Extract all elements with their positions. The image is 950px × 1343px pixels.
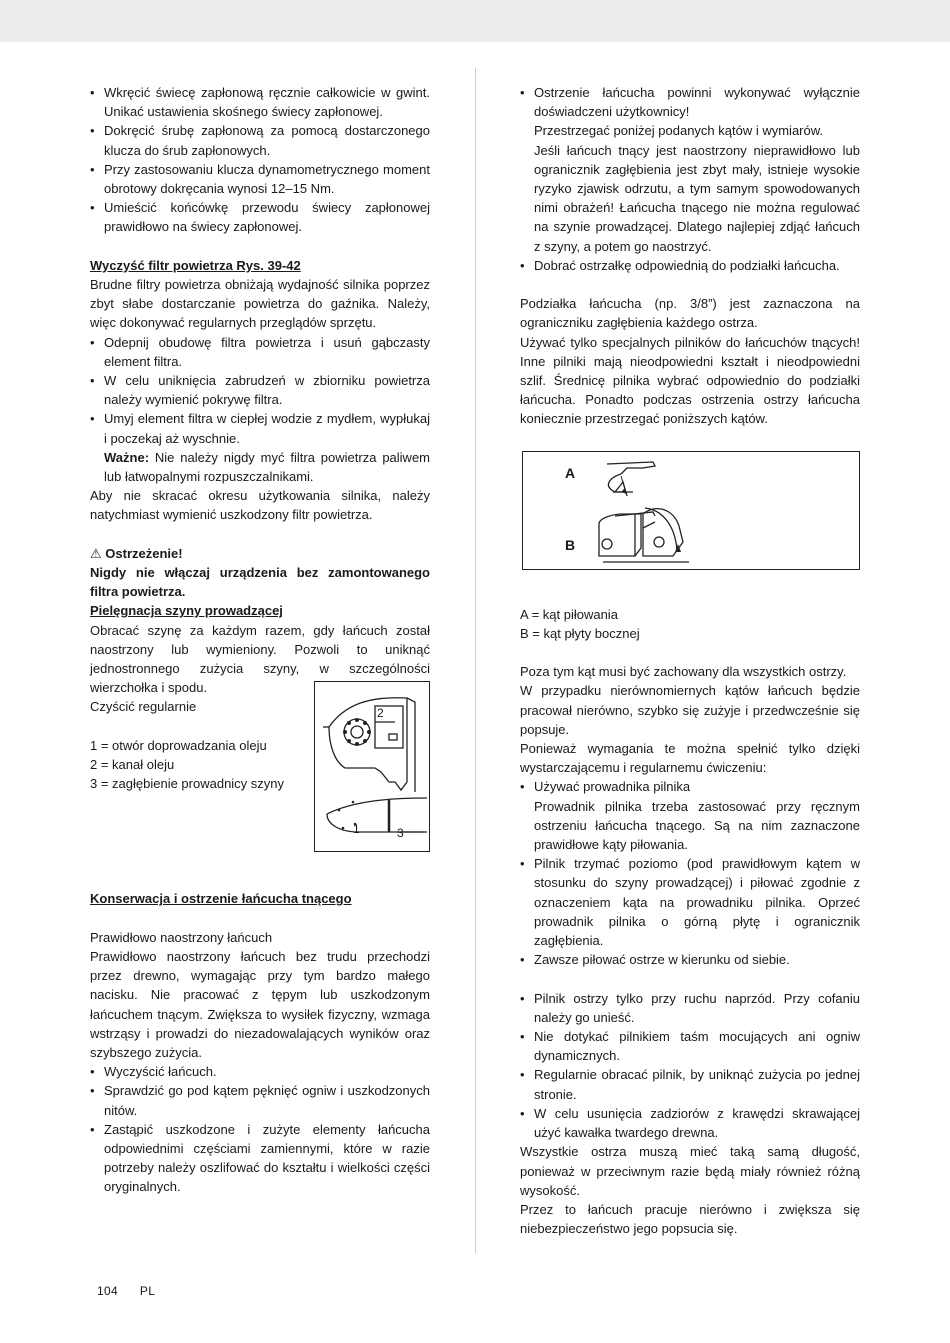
figure-label-a: A: [565, 465, 576, 481]
warning-title: [90, 544, 430, 563]
legend-item: 2 = kanał oleju: [90, 757, 175, 773]
paragraph: Prawidłowo naostrzony łańcuch: [90, 929, 273, 945]
list-item: • Wkręcić świecę zapłonową ręcznie całkowicie w gwint. Unikać ustawienia skośnego świecy zapłonowej.: [90, 83, 430, 121]
list-item: • Sprawdzić go pod kątem pęknięć ogniw i uszkodzonych nitów.: [90, 1081, 430, 1119]
paragraph: Wszystkie ostrza muszą mieć taką samą długość, ponieważ w przeciwnym razie będą miały również różną wysokość.: [520, 1144, 860, 1198]
paragraph: Prawidłowo naostrzony łańcuch bez trudu przechodzi przez drewno, wymagając przy tym bardzo małego nacisku. Nie pracować z tępym lub uszkodzonym łańcuchem tnącym. Zwiększa to wysiłek fizyczny, wzmaga wstrząsy i prowadzi do niezadowalających wyników oraz szybszego zużycia.: [90, 949, 430, 1061]
definition-a: A = kąt piłowania: [520, 606, 618, 622]
guide-bar-figure: [314, 681, 430, 852]
section-heading-guide-bar: Pielęgnacja szyny prowadzącej: [90, 603, 283, 619]
list-item: • Dokręcić śrubę zapłonową za pomocą dostarczonego klucza do śrub zapłonowych.: [90, 121, 430, 159]
list-item: • Regularnie obracać pilnik, by uniknąć zużycia po jednej stronie.: [520, 1065, 860, 1103]
list-item: • Odepnij obudowę filtra powietrza i usuń gąbczasty element filtra.: [90, 333, 430, 371]
legend-item: 3 = zagłębienie prowadnicy szyny: [90, 776, 285, 792]
list-item: • Używać prowadnika pilnika: [520, 777, 860, 796]
important-note: [90, 448, 430, 486]
paragraph: Brudne filtry powietrza obniżają wydajność silnika poprzez zbyt słabe dostarczanie powietrza do gaźnika. Należy, więc dokonywać regularnych przeglądów sprzętu.: [90, 277, 430, 331]
section-heading-air-filter: Wyczyść filtr powietrza Rys. 39-42: [90, 257, 301, 273]
column-divider: [475, 68, 476, 1253]
right-column: [520, 83, 860, 1238]
list-item: • Zawsze piłować ostrze w kierunku od siebie.: [520, 950, 860, 969]
list-item-continuation: Jeśli łańcuch tnący jest naostrzony nieprawidłowo lub ogranicznik zagłębienia jest zbyt mały, istnieje wysokie ryzyko zjawisk odrzutu, a tym samym spowodowanych nimi obrażeń! Łańcucha tnącego nie można regulować na szynie prowadzącej. Dlatego najlepiej zdjąć łańcuch z szyny, a potem go naostrzyć.: [534, 142, 860, 254]
left-column: [90, 83, 430, 1197]
list-item: • Umyj element filtra w ciepłej wodzie z mydłem, wypłukaj i poczekaj aż wyschnie.: [90, 409, 430, 447]
figure-label-2: 2: [377, 706, 384, 720]
list-item: • Dobrać ostrzałkę odpowiednią do podziałki łańcucha.: [520, 256, 860, 275]
figure-label-1: 1: [353, 822, 360, 836]
paragraph: Obracać szynę za każdym razem, gdy łańcuch został naostrzony lub wymieniony. Pozwoli to uniknąć jednostronnego zużycia szyny, w szczególności wierzchołka i spodu.: [90, 622, 430, 696]
list-item-continuation: Prowadnik pilnika trzeba zastosować przy ręcznym ostrzeniu łańcucha tnącego. Są na nim zaznaczone prawidłowe kąty piłowania.: [534, 798, 860, 853]
top-bar: [0, 0, 950, 42]
list-item: • W celu uniknięcia zabrudzeń w zbiorniku powietrza należy wymienić pokrywę filtra.: [90, 371, 430, 409]
legend-item: 1 = otwór doprowadzania oleju: [90, 737, 267, 753]
figure-label-b: B: [565, 537, 576, 553]
definition-b: B = kąt płyty bocznej: [520, 625, 640, 641]
warning-icon: ⚠: [90, 545, 102, 561]
list-item: • W celu usunięcia zadziorów z krawędzi skrawającej użyć kawałka twardego drewna.: [520, 1104, 860, 1142]
paragraph: Podziałka łańcucha (np. 3/8”) jest zaznaczona na ograniczniku zagłębienia każdego ostrza.: [520, 296, 860, 331]
paragraph: Przez to łańcuch pracuje nierówno i zwiększa się niebezpieczeństwo jego popsucia się.: [520, 1201, 860, 1237]
section-heading-chain: Konserwacja i ostrzenie łańcucha tnącego: [90, 891, 352, 907]
page-number: 104: [97, 1284, 118, 1298]
list-item: • Wyczyścić łańcuch.: [90, 1062, 430, 1081]
paragraph: Poza tym kąt musi być zachowany dla wszystkich ostrzy.: [520, 664, 847, 680]
paragraph: Ponieważ wymagania te można spełnić tylko dzięki wystarczającemu i regularnemu ćwiczeniu:: [520, 741, 860, 776]
figure-label-3: 3: [397, 826, 404, 840]
important-label: Ważne:: [104, 449, 150, 465]
list-item: • Nie dotykać pilnikiem taśm mocujących ani ogniw dynamicznych.: [520, 1027, 860, 1065]
page-footer: [97, 1282, 177, 1301]
paragraph: W przypadku nierównomiernych kątów łańcuch będzie pracował nierówno, szybko się zużyje i przedwcześnie się popsuje.: [520, 683, 860, 737]
list-item: • Pilnik trzymać poziomo (pod prawidłowym kątem w stosunku do szyny prowadzącej) i piłować zgodnie z oznaczeniem kąta na prowadniku pilnika. Oprzeć prowadnik pilnika o górną płytę i ogranicznik zagłębienia.: [520, 854, 860, 950]
list-item: • Ostrzenie łańcucha powinni wykonywać wyłącznie doświadczeni użytkownicy!: [520, 83, 860, 121]
paragraph: Aby nie skracać okresu użytkowania silnika, należy natychmiast wymienić uszkodzony filtr powietrza.: [90, 488, 430, 523]
paragraph: Używać tylko specjalnych pilników do łańcuchów tnących! Inne pilniki mają nieodpowiedni kształt i nieodpowiedni szlif. Średnicę pilnika wybrać odpowiednio do podziałki łańcucha. Ponadto podczas ostrzenia ostrzy łańcucha koniecznie przestrzegać poniższych kątów.: [520, 334, 860, 427]
list-item: • Przy zastosowaniu klucza dynamometrycznego moment obrotowy dokręcania wynosi 12–15 Nm.: [90, 160, 430, 198]
list-item: • Umieścić końcówkę przewodu świecy zapłonowej prawidłowo na świecy zapłonowej.: [90, 198, 430, 236]
list-item-continuation: Przestrzegać poniżej podanych kątów i wymiarów.: [534, 123, 824, 139]
important-text: Nie należy nigdy myć filtra powietrza paliwem lub łatwopalnymi rozpuszczalnikami.: [104, 449, 430, 485]
list-item: • Zastąpić uszkodzone i zużyte elementy łańcucha odpowiednimi częściami zamiennymi, które w razie potrzeby należy oszlifować do kształtu i wielkości części oryginalnych.: [90, 1120, 430, 1197]
list-item: • Pilnik ostrzy tylko przy ruchu naprzód. Przy cofaniu należy go unieść.: [520, 989, 860, 1027]
warning-title-text: Ostrzeżenie!: [105, 545, 183, 561]
language-code: PL: [139, 1284, 156, 1298]
chain-angle-figure: [522, 451, 860, 570]
warning-text: Nigdy nie włączaj urządzenia bez zamontowanego filtra powietrza.: [90, 565, 430, 600]
paragraph: Czyścić regularnie: [90, 699, 197, 715]
guide-bar-illustration: [315, 682, 429, 851]
